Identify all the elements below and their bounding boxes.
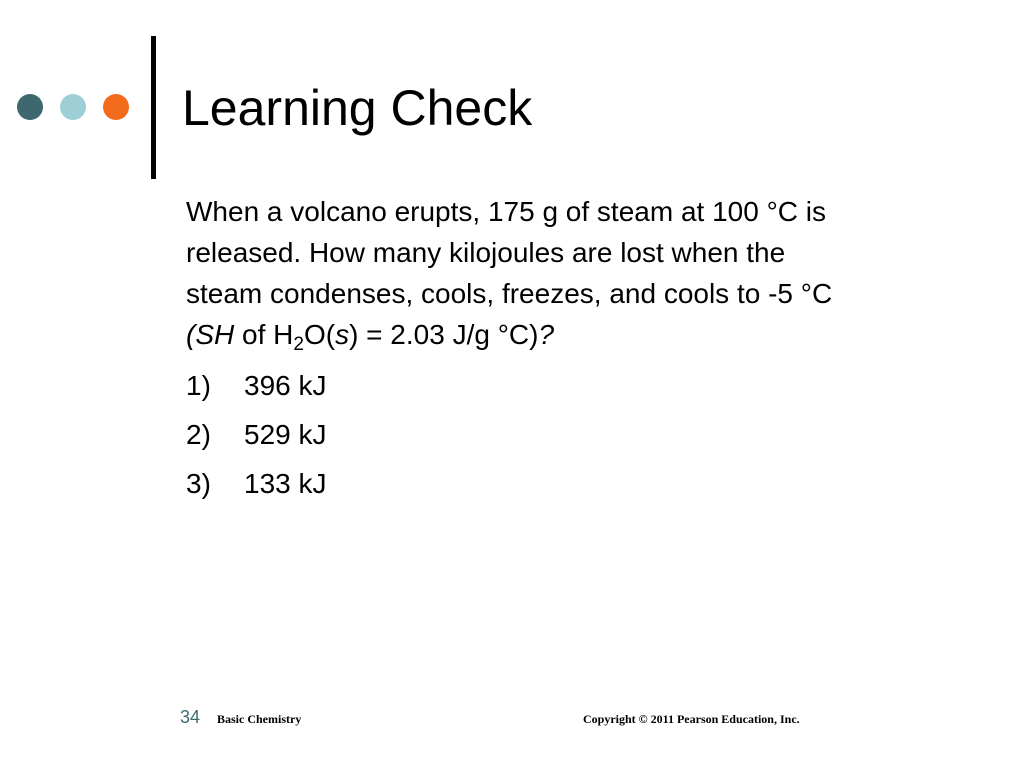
answer-option-2: [186, 414, 986, 463]
answer-option-1: [186, 365, 986, 414]
option-number: 2): [186, 419, 211, 450]
slide-body: [186, 191, 986, 512]
teal-dot-decoration: [17, 94, 43, 120]
specific-heat-value: ) = 2.03 J/g °C): [349, 319, 539, 350]
answer-options: [186, 365, 986, 512]
option-number: 1): [186, 370, 211, 401]
question-line-3: steam condenses, cools, freezes, and cools to -5 °C: [186, 278, 833, 309]
option-number: 3): [186, 468, 211, 499]
formula-subscript: 2: [293, 334, 304, 355]
option-value: 133 kJ: [244, 468, 327, 499]
specific-heat-symbol: SH: [195, 319, 235, 350]
question-line-2: released. How many kilojoules are lost when the: [186, 237, 786, 268]
formula-of: of H: [234, 319, 294, 350]
question-line-1: When a volcano erupts, 175 g of steam at 100 °C is: [186, 196, 826, 227]
slide-title: Learning Check: [182, 80, 533, 136]
answer-option-3: [186, 463, 986, 512]
paren-open: (: [186, 319, 196, 350]
copyright-notice: Copyright © 2011 Pearson Education, Inc.: [583, 712, 800, 726]
page-number: 34: [180, 707, 201, 727]
state-symbol: s: [335, 319, 350, 350]
option-value: 396 kJ: [244, 370, 327, 401]
option-value: 529 kJ: [244, 419, 327, 450]
question-mark: ?: [538, 319, 555, 350]
title-divider-bar: [151, 36, 156, 179]
formula-o: O(: [303, 319, 336, 350]
light-blue-dot-decoration: [60, 94, 86, 120]
question-text: [186, 191, 986, 355]
course-name: Basic Chemistry: [217, 712, 302, 726]
orange-dot-decoration: [103, 94, 129, 120]
